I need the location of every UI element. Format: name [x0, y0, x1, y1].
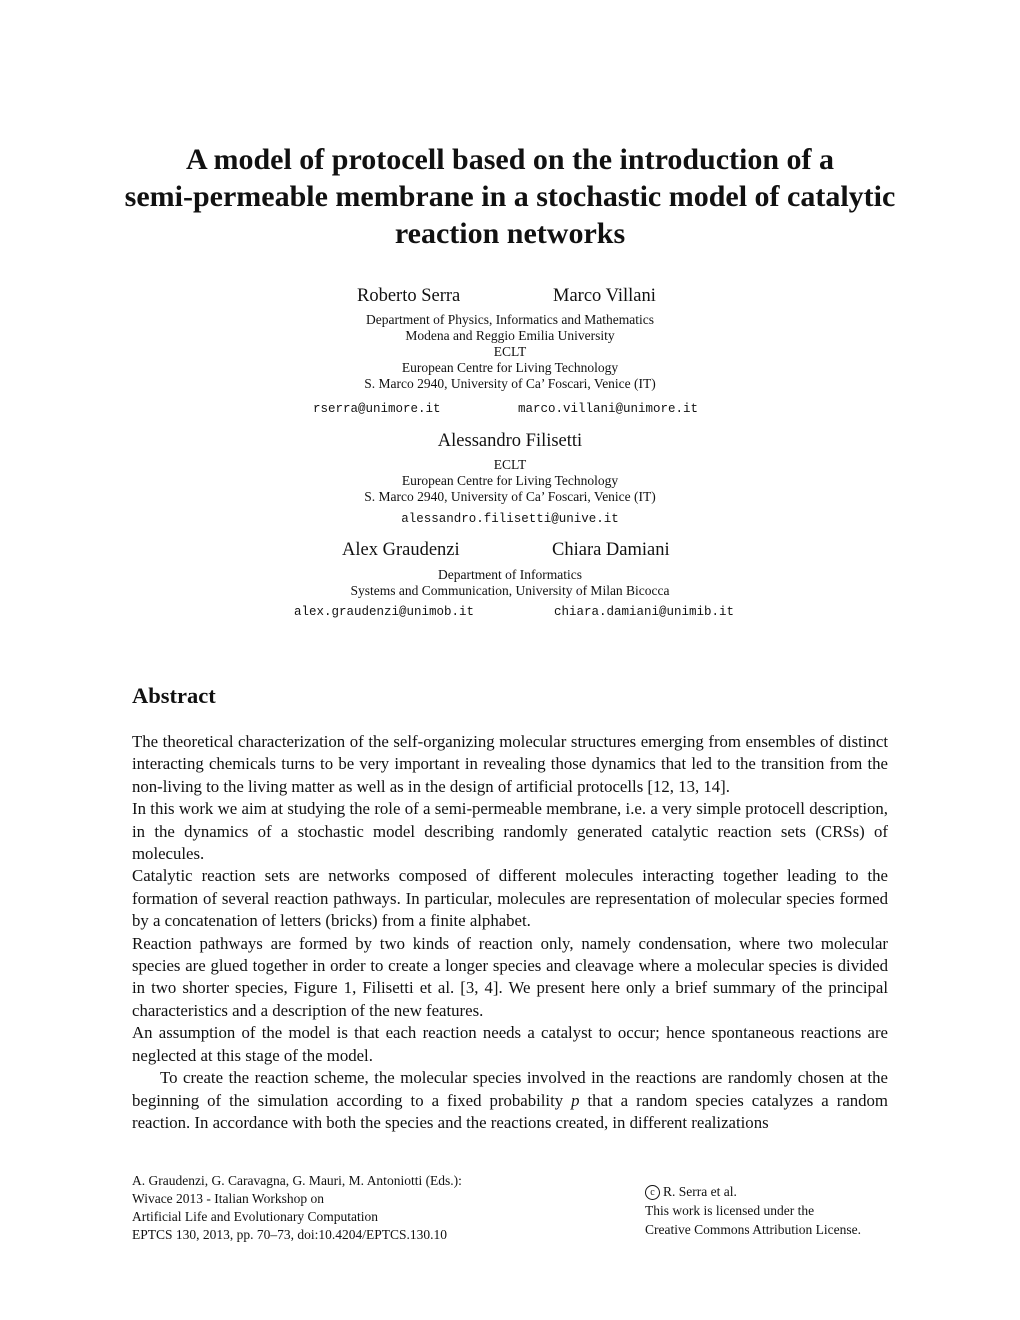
copyright-holder: R. Serra et al. [663, 1184, 737, 1199]
author-email-link[interactable]: rserra@unimore.it [313, 402, 441, 416]
affiliation-line: S. Marco 2940, University of Ca’ Foscari, Venice (IT) [364, 376, 656, 391]
publication-line: Artificial Life and Evolutionary Computation [132, 1209, 378, 1224]
abstract-paragraph: In this work we aim at studying the role of a semi-permeable membrane, i.e. a very simple protocell description, in the dynamics of a stochastic model describing randomly generated catalytic reaction sets (CRSs) of molecules. [132, 799, 888, 864]
publication-line: A. Graudenzi, G. Caravagna, G. Mauri, M. Antoniotti (Eds.): [132, 1173, 462, 1188]
abstract-paragraph [132, 1067, 888, 1134]
license-line: This work is licensed under the [645, 1203, 815, 1218]
affiliation-line: European Centre for Living Technology [401, 473, 619, 488]
copyright-line [645, 1182, 861, 1201]
email-row-1 [0, 401, 1020, 417]
license-line: Creative Commons Attribution License. [645, 1222, 861, 1237]
title-line: reaction networks [394, 217, 626, 250]
email-row-3 [0, 604, 1020, 620]
abstract-text: To create the reaction scheme, the molecular species involved in the reactions are randomly chosen at the beginning of the simulation according to a fixed probability [132, 1068, 888, 1110]
affiliation-line: Systems and Communication, University of Milan Bicocca [350, 583, 670, 598]
abstract-heading: Abstract [132, 683, 216, 708]
author-name: Alessandro Filisetti [437, 431, 583, 451]
affiliation-line: Modena and Reggio Emilia University [405, 328, 615, 343]
publication-info [132, 1172, 462, 1244]
affiliation-block-3 [0, 567, 1020, 599]
paper-title [100, 141, 920, 252]
title-line: A model of protocell based on the introduction of a [185, 143, 835, 176]
publication-line: Wivace 2013 - Italian Workshop on [132, 1191, 324, 1206]
license-info [645, 1182, 861, 1239]
affiliation-block-1 [0, 312, 1020, 392]
author-name: Chiara Damiani [552, 540, 670, 560]
affiliation-line: S. Marco 2940, University of Ca’ Foscari, Venice (IT) [364, 489, 656, 504]
author-name: Alex Graudenzi [342, 540, 460, 560]
author-email-link[interactable]: chiara.damiani@unimib.it [554, 605, 735, 619]
affiliation-line: ECLT [493, 344, 527, 359]
abstract-paragraph: Reaction pathways are formed by two kinds of reaction only, namely condensation, where two molecular species are glued together in order to create a longer species and cleavage where a molecular species is divided in two shorter species, Figure 1, Filisetti et al. [3, 4]. We present here only a brief summary of the principal characteristics and a description of the new features. [132, 933, 888, 1020]
author-name: Roberto Serra [357, 286, 461, 306]
abstract-text: that a random species catalyzes a random reaction. In accordance with both the species and the reactions created, in different realizations [132, 1090, 888, 1132]
abstract-paragraph: An assumption of the model is that each reaction needs a catalyst to occur; hence spontaneous reactions are neglected at this stage of the model. [132, 1023, 888, 1065]
author-email-link[interactable]: alessandro.filisetti@unive.it [401, 512, 619, 526]
math-variable: p [571, 1090, 580, 1110]
affiliation-block-2 [0, 457, 1020, 505]
publication-line: EPTCS 130, 2013, pp. 70–73, doi:10.4204/EPTCS.130.10 [132, 1227, 448, 1242]
affiliation-line: ECLT [493, 457, 527, 472]
abstract-paragraph: The theoretical characterization of the self-organizing molecular structures emerging from ensembles of distinct interacting chemicals turns to be very important in revealing those dynamics that led to the transition from the non-living to the living matter as well as in the design of artificial protocells [12, 13, 14]. [132, 732, 888, 796]
author-email-link[interactable]: alex.graudenzi@unimob.it [294, 605, 475, 619]
abstract-paragraph: Catalytic reaction sets are networks composed of different molecules interacting together leading to the formation of several reaction pathways. In particular, molecules are representation of molecular species formed by a concatenation of letters (bricks) from a finite alphabet. [132, 866, 888, 931]
copyright-icon: c [645, 1185, 660, 1200]
author-email-link[interactable]: marco.villani@unimore.it [518, 402, 699, 416]
abstract-body [132, 731, 888, 1134]
affiliation-line: Department of Informatics [438, 567, 582, 582]
author-name: Marco Villani [553, 286, 656, 306]
affiliation-line: Department of Physics, Informatics and Mathematics [366, 312, 654, 327]
affiliation-line: European Centre for Living Technology [401, 360, 619, 375]
title-line: semi-permeable membrane in a stochastic model of catalytic [124, 180, 896, 213]
